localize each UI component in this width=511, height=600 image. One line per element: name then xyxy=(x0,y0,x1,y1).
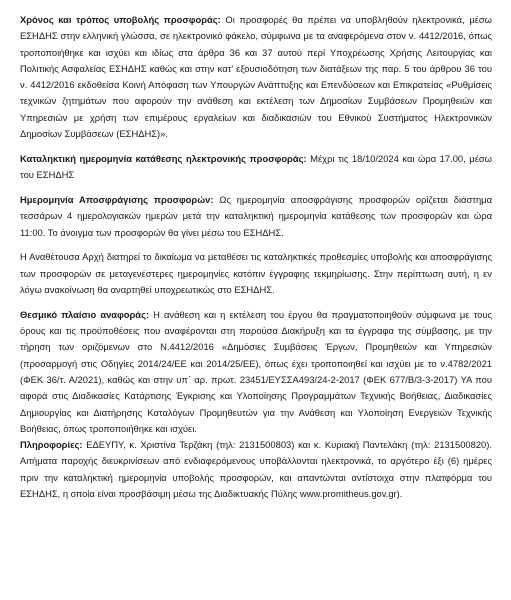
deadline-text: Μέχρι τις 18/10/2024 και ώρα 17.00, μέσω του ΕΣΗΔΗΣ xyxy=(20,152,492,181)
opening-text: Ως ημερομηνία αποσφράγισης προσφορών ορίζεται διάστημα τεσσάρων 4 ημερολογιακών ημερών μετά την καταληκτική ημερομηνία κατάθεσης των προσφορών και ώρα 11:00. Το άνοιγμα των προσφορών θα γίνει μέσω του ΕΣΗΔΗΣ. xyxy=(20,193,492,238)
rights-text: Η Αναθέτουσα Αρχή διατηρεί το δικαίωμα να μεταθέσει τις καταληκτικές προθεσμίες υποβολής και αποσφράγισης των προσφορών σε μεταγενέστερες ημερομηνίες κατόπιν έγγραφης τεκμηρίωσης. Στην περίπτωση αυτή, η εν λόγω ανακοίνωση θα αναρτηθεί υποχρεωτικώς στο ΕΣΗΔΗΣ. xyxy=(20,251,492,295)
info-text: ΕΔΕΥΠΥ, κ. Χριστίνα Τερζάκη (τηλ: 2131500803) και κ. Κυριακή Παντελάκη (τηλ: 2131500820). Αιτήματα παροχής διευκρινίσεων από ενδιαφερόμενους υποβάλλονται ηλεκτρονικά, το αργότερο έξι (6) ημέρες πριν την καταληκτική ημερομηνία υποβολής προσφορών, και απαντώνται αντίστοιχα στην πλατφόρμα του ΕΣΗΔΗΣ, η οποία είναι προσβάσιμη μέσω της Διαδικτυακής Πύλης www.promitheus.gov.gr). xyxy=(20,439,492,500)
framework-label: Θεσμικό πλαίσιο αναφοράς: xyxy=(20,308,150,320)
submission-label: Χρόνος και τρόπος υποβολής προσφοράς: xyxy=(20,14,221,25)
info-paragraph xyxy=(20,437,492,502)
deadline-label: Καταληκτική ημερομηνία κατάθεσης ηλεκτρονικής προσφοράς: xyxy=(20,152,307,164)
info-label: Πληροφορίες: xyxy=(20,439,83,451)
opening-paragraph xyxy=(20,192,492,241)
submission-text: Οι προσφορές θα πρέπει να υποβληθούν ηλεκτρονικά, μέσω ΕΣΗΔΗΣ στην ελληνική γλώσσα, σε ηλεκτρονικό φάκελο, σύμφωνα με τα αναφερόμενα στον ν. 4412/2016, όπως τροποποιήθηκε και ισχύει και ιδίως στα άρθρα 36 και 37 αυτού περί Υποχρέωσης Χρήσης Λειτουργίας και Πολιτικής Ασφαλείας ΕΣΗΔΗΣ καθώς και στην κατ’ εξουσιοδότηση των διατάξεων της παρ. 5 του άρθρου 36 του ν. 4412/2016 εκδοθείσα Κοινή Απόφαση των Υπουργών Ανάπτυξης και Επενδύσεων και Επικρατείας «Ρυθμίσεις τεχνικών ζητημάτων που αφορούν την ανάθεση και εκτέλεση των Δημοσίων Συμβάσεων Προμηθειών και Υπηρεσιών με χρήση των επιμέρους εργαλείων και διαδικασιών του Εθνικού Συστήματος Ηλεκτρονικών Δημοσίων Συμβάσεων (ΕΣΗΔΗΣ)». xyxy=(20,14,493,140)
framework-paragraph xyxy=(20,307,492,437)
document-body xyxy=(20,12,492,502)
framework-text: Η ανάθεση και η εκτέλεση του έργου θα πραγματοποιηθούν σύμφωνα με τους όρους και τις προϋποθέσεις που αναφέρονται στη παρούσα Διακήρυξη και τα έγγραφα της σύμβασης, με την τήρηση των οριζόμενων στο Ν.4412/2016 «Δημόσιες Συμβάσεις Έργων, Προμηθειών και Υπηρεσιών (προσαρμογή στις Οδηγίες 2014/24/ΕΕ και 2014/25/ΕΕ), όπως έχει τροποποιηθεί και ισχύει με το ν.4782/2021 (ΦΕΚ 36/τ. Α/2021), καθώς και στην υπ΄ αρ. πρωτ. 23451/ΕΥΣΣΑ493/24-2-2017 (ΦΕΚ 677/Β/3-3-2017) ΥΑ που αφορά στις Διαδικασίες Κατάρτισης Έγκρισης και Υλοποίησης Προγραμμάτων Τεχνικής Βοήθειας, Διαδικασίες Δημιουργίας και Διατήρησης Καταλόγων Προμηθευτών για την Ανάθεση και Υλοποίηση Ενεργειών Τεχνικής Βοήθειας, όπως τροποποιήθηκε και ισχύει. xyxy=(20,308,492,434)
submission-paragraph xyxy=(20,12,492,142)
deadline-paragraph xyxy=(20,151,492,184)
opening-label: Ημερομηνία Αποσφράγισης προσφορών: xyxy=(20,193,214,205)
rights-paragraph xyxy=(20,249,492,298)
